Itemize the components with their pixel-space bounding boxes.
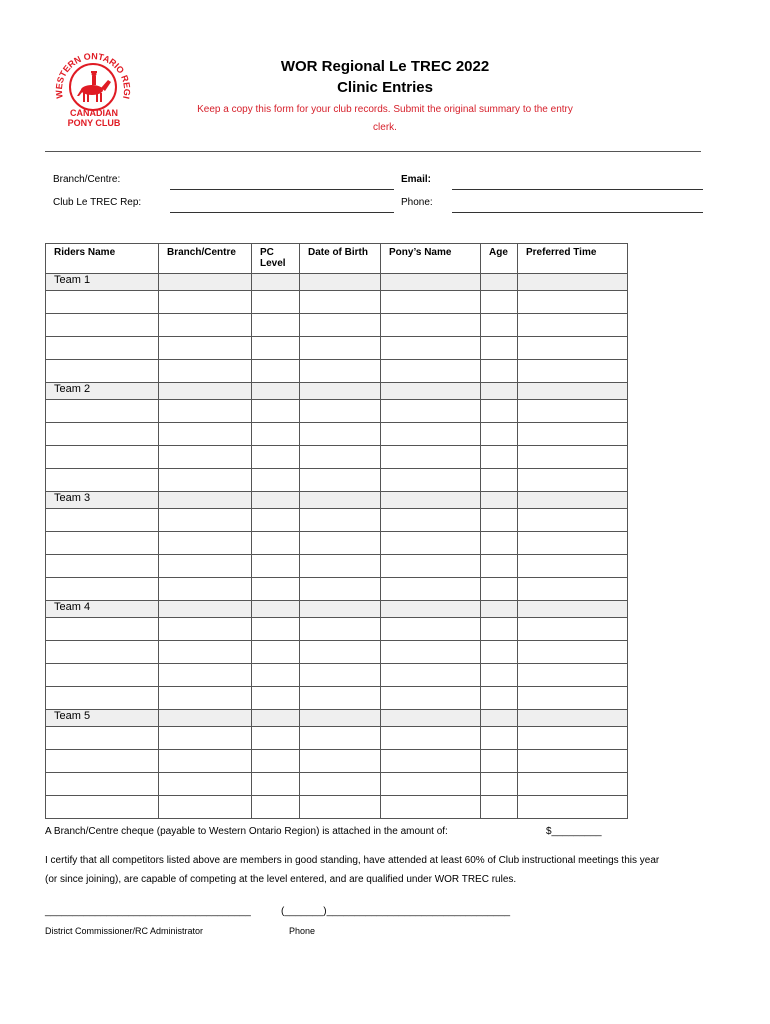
entry-cell[interactable] bbox=[300, 687, 381, 710]
team-label: Team 2 bbox=[46, 383, 159, 400]
entry-cell[interactable] bbox=[481, 664, 518, 687]
entry-cell[interactable] bbox=[381, 641, 481, 664]
entry-cell[interactable] bbox=[481, 773, 518, 796]
rider-row bbox=[46, 509, 628, 532]
entry-cell[interactable] bbox=[159, 750, 252, 773]
entry-cell[interactable] bbox=[159, 291, 252, 314]
entry-cell[interactable] bbox=[481, 578, 518, 601]
entry-cell[interactable] bbox=[481, 532, 518, 555]
logo-line-canadian: CANADIAN bbox=[70, 108, 118, 118]
rep-label: Club Le TREC Rep: bbox=[53, 197, 142, 208]
entry-cell[interactable] bbox=[381, 291, 481, 314]
col-dob: Date of Birth bbox=[300, 244, 381, 274]
entry-cell[interactable] bbox=[518, 727, 628, 750]
team-label: Team 5 bbox=[46, 710, 159, 727]
entry-cell[interactable] bbox=[300, 796, 381, 819]
entry-cell[interactable] bbox=[518, 618, 628, 641]
team-cell bbox=[481, 492, 518, 509]
certify-line-2: (or since joining), are capable of competing at the level entered, and are qualified under WOR TREC rules. bbox=[45, 874, 517, 885]
entry-cell[interactable] bbox=[518, 446, 628, 469]
entry-cell[interactable] bbox=[381, 469, 481, 492]
entry-cell[interactable] bbox=[481, 469, 518, 492]
entry-cell[interactable] bbox=[46, 727, 159, 750]
entry-cell[interactable] bbox=[518, 664, 628, 687]
entry-cell[interactable] bbox=[518, 750, 628, 773]
entry-cell[interactable] bbox=[300, 423, 381, 446]
rider-row bbox=[46, 532, 628, 555]
entry-cell[interactable] bbox=[252, 291, 300, 314]
entry-cell[interactable] bbox=[518, 578, 628, 601]
entry-cell[interactable] bbox=[159, 664, 252, 687]
entry-cell[interactable] bbox=[518, 641, 628, 664]
team-row bbox=[46, 383, 628, 400]
entry-cell[interactable] bbox=[159, 314, 252, 337]
certify-line-1: I certify that all competitors listed above are members in good standing, have attended at least 60% of Club instructional meetings this year bbox=[45, 855, 660, 866]
rider-row bbox=[46, 641, 628, 664]
team-cell bbox=[252, 492, 300, 509]
instruction-line-2: clerk. bbox=[373, 122, 397, 133]
team-cell bbox=[252, 383, 300, 400]
entry-cell[interactable] bbox=[381, 727, 481, 750]
branch-field[interactable] bbox=[170, 189, 394, 190]
entry-cell[interactable] bbox=[381, 664, 481, 687]
entry-cell[interactable] bbox=[46, 509, 159, 532]
team-row bbox=[46, 710, 628, 727]
entry-cell[interactable] bbox=[46, 687, 159, 710]
rider-row bbox=[46, 773, 628, 796]
entry-cell[interactable] bbox=[381, 423, 481, 446]
entry-cell[interactable] bbox=[381, 400, 481, 423]
rider-row bbox=[46, 555, 628, 578]
entry-cell[interactable] bbox=[518, 400, 628, 423]
entry-cell[interactable] bbox=[381, 796, 481, 819]
entry-cell[interactable] bbox=[300, 555, 381, 578]
entry-cell[interactable] bbox=[518, 337, 628, 360]
entry-cell[interactable] bbox=[481, 750, 518, 773]
entry-cell[interactable] bbox=[46, 423, 159, 446]
entry-cell[interactable] bbox=[300, 641, 381, 664]
cheque-amount-field[interactable]: $_________ bbox=[546, 826, 602, 837]
team-cell bbox=[481, 601, 518, 618]
entry-cell[interactable] bbox=[252, 555, 300, 578]
entry-cell[interactable] bbox=[381, 314, 481, 337]
entry-cell[interactable] bbox=[518, 555, 628, 578]
entry-cell[interactable] bbox=[46, 750, 159, 773]
entry-cell[interactable] bbox=[381, 555, 481, 578]
entry-cell[interactable] bbox=[159, 337, 252, 360]
entry-cell[interactable] bbox=[300, 664, 381, 687]
rider-row bbox=[46, 423, 628, 446]
entry-cell[interactable] bbox=[300, 360, 381, 383]
entry-cell[interactable] bbox=[481, 509, 518, 532]
entry-cell[interactable] bbox=[46, 618, 159, 641]
team-cell bbox=[381, 492, 481, 509]
rider-row bbox=[46, 796, 628, 819]
entry-cell[interactable] bbox=[46, 400, 159, 423]
entry-cell[interactable] bbox=[252, 750, 300, 773]
entry-cell[interactable] bbox=[300, 727, 381, 750]
entry-cell[interactable] bbox=[300, 291, 381, 314]
entry-cell[interactable] bbox=[252, 687, 300, 710]
entry-cell[interactable] bbox=[159, 727, 252, 750]
team-label: Team 4 bbox=[46, 601, 159, 618]
entry-cell[interactable] bbox=[252, 314, 300, 337]
instruction-line-1: Keep a copy this form for your club records. Submit the original summary to the entry bbox=[197, 104, 573, 115]
signature-phone-label: Phone bbox=[289, 926, 316, 936]
entry-cell[interactable] bbox=[518, 314, 628, 337]
entry-cell[interactable] bbox=[300, 314, 381, 337]
rider-row bbox=[46, 664, 628, 687]
rider-row bbox=[46, 578, 628, 601]
table-header-row bbox=[46, 244, 628, 274]
team-cell bbox=[159, 710, 252, 727]
entry-cell[interactable] bbox=[159, 773, 252, 796]
entry-cell[interactable] bbox=[46, 446, 159, 469]
team-cell bbox=[518, 274, 628, 291]
team-cell bbox=[159, 492, 252, 509]
entry-cell[interactable] bbox=[252, 773, 300, 796]
phone-field[interactable] bbox=[452, 212, 703, 213]
phone-line[interactable]: (_______)_________________________________ bbox=[281, 906, 511, 917]
entry-cell[interactable] bbox=[46, 773, 159, 796]
team-cell bbox=[381, 601, 481, 618]
entry-cell[interactable] bbox=[300, 400, 381, 423]
entry-cell[interactable] bbox=[381, 687, 481, 710]
header-divider bbox=[45, 151, 701, 152]
entry-cell[interactable] bbox=[518, 469, 628, 492]
team-cell bbox=[518, 601, 628, 618]
entry-cell[interactable] bbox=[481, 337, 518, 360]
entry-cell[interactable] bbox=[252, 727, 300, 750]
entry-cell[interactable] bbox=[381, 773, 481, 796]
entry-cell[interactable] bbox=[300, 469, 381, 492]
team-cell bbox=[159, 274, 252, 291]
entry-cell[interactable] bbox=[300, 618, 381, 641]
email-label: Email: bbox=[401, 174, 432, 185]
entry-cell[interactable] bbox=[300, 337, 381, 360]
entry-cell[interactable] bbox=[381, 578, 481, 601]
rider-row bbox=[46, 750, 628, 773]
entry-cell[interactable] bbox=[159, 555, 252, 578]
col-age: Age bbox=[481, 244, 518, 274]
entry-cell[interactable] bbox=[159, 360, 252, 383]
team-cell bbox=[381, 274, 481, 291]
entry-cell[interactable] bbox=[518, 687, 628, 710]
team-cell bbox=[381, 710, 481, 727]
team-cell bbox=[300, 601, 381, 618]
entry-cell[interactable] bbox=[252, 469, 300, 492]
entry-cell[interactable] bbox=[381, 360, 481, 383]
entry-cell[interactable] bbox=[159, 618, 252, 641]
entry-cell[interactable] bbox=[481, 314, 518, 337]
entry-cell[interactable] bbox=[46, 641, 159, 664]
entry-cell[interactable] bbox=[252, 360, 300, 383]
team-row bbox=[46, 601, 628, 618]
entries-table bbox=[45, 243, 628, 819]
entry-cell[interactable] bbox=[481, 687, 518, 710]
page-title: WOR Regional Le TREC 2022 bbox=[280, 58, 490, 75]
signature-label: District Commissioner/RC Administrator bbox=[45, 926, 204, 936]
col-riders-name: Riders Name bbox=[46, 244, 159, 274]
entry-cell[interactable] bbox=[159, 509, 252, 532]
entry-cell[interactable] bbox=[481, 618, 518, 641]
entry-cell[interactable] bbox=[518, 423, 628, 446]
entry-cell[interactable] bbox=[481, 400, 518, 423]
entry-cell[interactable] bbox=[300, 578, 381, 601]
col-pony-name: Pony’s Name bbox=[381, 244, 481, 274]
entry-cell[interactable] bbox=[252, 423, 300, 446]
team-label: Team 3 bbox=[46, 492, 159, 509]
signature-line[interactable]: _____________________________________ bbox=[45, 906, 251, 917]
entry-cell[interactable] bbox=[46, 796, 159, 819]
entry-cell[interactable] bbox=[159, 469, 252, 492]
rider-row bbox=[46, 469, 628, 492]
rider-row bbox=[46, 727, 628, 750]
team-label: Team 1 bbox=[46, 274, 159, 291]
entry-cell[interactable] bbox=[46, 337, 159, 360]
entry-cell[interactable] bbox=[300, 532, 381, 555]
entry-cell[interactable] bbox=[300, 446, 381, 469]
team-cell bbox=[300, 492, 381, 509]
entry-cell[interactable] bbox=[159, 578, 252, 601]
entry-cell[interactable] bbox=[518, 360, 628, 383]
entry-cell[interactable] bbox=[46, 532, 159, 555]
entry-cell[interactable] bbox=[381, 750, 481, 773]
entry-cell[interactable] bbox=[252, 618, 300, 641]
entry-cell[interactable] bbox=[159, 796, 252, 819]
entry-cell[interactable] bbox=[481, 555, 518, 578]
svg-text:WESTERN ONTARIO REGION: WESTERN ONTARIO REGI bbox=[53, 51, 133, 100]
team-cell bbox=[300, 383, 381, 400]
team-cell bbox=[252, 601, 300, 618]
entry-cell[interactable] bbox=[481, 360, 518, 383]
team-cell bbox=[159, 601, 252, 618]
team-row bbox=[46, 492, 628, 509]
entry-cell[interactable] bbox=[518, 796, 628, 819]
entry-cell[interactable] bbox=[252, 532, 300, 555]
entry-cell[interactable] bbox=[300, 750, 381, 773]
entry-cell[interactable] bbox=[159, 687, 252, 710]
team-cell bbox=[252, 274, 300, 291]
entry-cell[interactable] bbox=[481, 727, 518, 750]
rider-row bbox=[46, 314, 628, 337]
entry-cell[interactable] bbox=[381, 446, 481, 469]
rider-row bbox=[46, 687, 628, 710]
team-row bbox=[46, 274, 628, 291]
entry-cell[interactable] bbox=[481, 641, 518, 664]
team-cell bbox=[481, 710, 518, 727]
entry-cell[interactable] bbox=[159, 400, 252, 423]
team-cell bbox=[518, 492, 628, 509]
branch-label: Branch/Centre: bbox=[53, 174, 121, 185]
entry-cell[interactable] bbox=[481, 446, 518, 469]
entry-cell[interactable] bbox=[481, 423, 518, 446]
logo-line-pony-club: PONY CLUB bbox=[67, 118, 121, 128]
entry-cell[interactable] bbox=[252, 337, 300, 360]
entry-cell[interactable] bbox=[159, 532, 252, 555]
entry-cell[interactable] bbox=[252, 509, 300, 532]
col-pc-level: PC Level bbox=[252, 244, 300, 274]
entry-cell[interactable] bbox=[46, 469, 159, 492]
entry-cell[interactable] bbox=[252, 446, 300, 469]
entry-cell[interactable] bbox=[159, 423, 252, 446]
entry-cell[interactable] bbox=[518, 509, 628, 532]
rider-row bbox=[46, 337, 628, 360]
rider-row bbox=[46, 360, 628, 383]
team-cell bbox=[300, 274, 381, 291]
entry-cell[interactable] bbox=[46, 664, 159, 687]
page-subtitle: Clinic Entries bbox=[337, 79, 433, 96]
entry-cell[interactable] bbox=[252, 400, 300, 423]
email-field[interactable] bbox=[452, 189, 703, 190]
col-branch: Branch/Centre bbox=[159, 244, 252, 274]
entry-cell[interactable] bbox=[481, 796, 518, 819]
entry-cell[interactable] bbox=[46, 360, 159, 383]
team-cell bbox=[159, 383, 252, 400]
team-cell bbox=[252, 710, 300, 727]
entry-cell[interactable] bbox=[300, 773, 381, 796]
team-cell bbox=[518, 383, 628, 400]
entry-cell[interactable] bbox=[252, 578, 300, 601]
entry-cell[interactable] bbox=[159, 446, 252, 469]
col-preferred-time: Preferred Time bbox=[518, 244, 628, 274]
rep-field[interactable] bbox=[170, 212, 394, 213]
cheque-statement: A Branch/Centre cheque (payable to Western Ontario Region) is attached in the amount of: bbox=[45, 826, 448, 837]
entry-cell[interactable] bbox=[252, 796, 300, 819]
entry-cell[interactable] bbox=[300, 509, 381, 532]
team-cell bbox=[300, 710, 381, 727]
entry-cell[interactable] bbox=[481, 291, 518, 314]
team-cell bbox=[381, 383, 481, 400]
entry-cell[interactable] bbox=[159, 641, 252, 664]
entry-cell[interactable] bbox=[381, 509, 481, 532]
entry-cell[interactable] bbox=[381, 337, 481, 360]
entry-cell[interactable] bbox=[381, 532, 481, 555]
rider-row bbox=[46, 446, 628, 469]
rider-row bbox=[46, 400, 628, 423]
team-cell bbox=[481, 383, 518, 400]
entry-cell[interactable] bbox=[252, 664, 300, 687]
entry-cell[interactable] bbox=[252, 641, 300, 664]
entry-cell[interactable] bbox=[518, 291, 628, 314]
phone-label: Phone: bbox=[401, 197, 433, 208]
team-cell bbox=[481, 274, 518, 291]
entry-cell[interactable] bbox=[518, 532, 628, 555]
entry-cell[interactable] bbox=[46, 314, 159, 337]
entry-cell[interactable] bbox=[381, 618, 481, 641]
rider-row bbox=[46, 291, 628, 314]
entry-cell[interactable] bbox=[46, 291, 159, 314]
team-cell bbox=[518, 710, 628, 727]
entry-cell[interactable] bbox=[46, 555, 159, 578]
entry-cell[interactable] bbox=[518, 773, 628, 796]
rider-row bbox=[46, 618, 628, 641]
entry-cell[interactable] bbox=[46, 578, 159, 601]
